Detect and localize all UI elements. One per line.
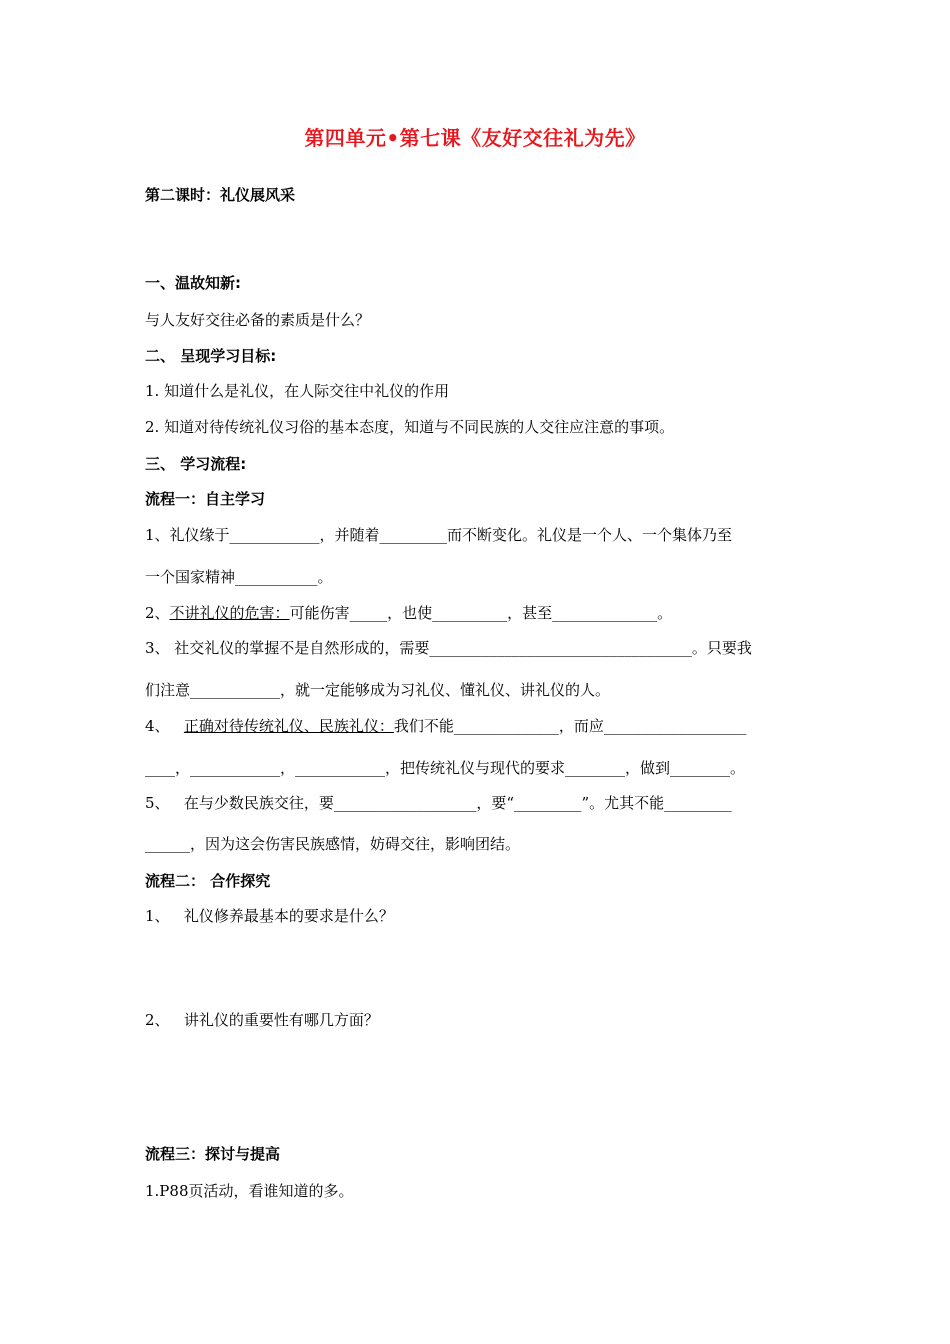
item-text: 可能伤害_____，也使__________，甚至______________。 (289, 604, 673, 622)
flow2-question-1: 1、 礼仪修养最基本的要求是什么？ (145, 907, 394, 925)
section-goals-heading: 二、 呈现学习目标: (145, 347, 277, 365)
section-review-heading: 一、温故知新: (145, 274, 241, 292)
flow2-heading: 流程二： 合作探究 (145, 872, 271, 890)
underlined-label: 不讲礼仪的危害： (169, 604, 290, 622)
document-title: 第四单元•第七课《友好交往礼为先》 (304, 126, 646, 150)
flow1-item-4-line-1 (145, 716, 746, 736)
underlined-label: 正确对待传统礼仪、民族礼仪： (183, 717, 394, 735)
flow1-item-5-line-2: ______，因为这会伤害民族感情，妨碍交往，影响团结。 (145, 835, 521, 853)
goal-item-2: 2. 知道对待传统礼仪习俗的基本态度，知道与不同民族的人交往应注意的事项。 (145, 418, 675, 436)
flow1-item-3-line-1: 3、 社交礼仪的掌握不是自然形成的，需要___________________________________。只要我 (145, 639, 752, 657)
flow2-question-2: 2、 讲礼仪的重要性有哪几方面？ (145, 1011, 379, 1029)
flow3-heading: 流程三：探讨与提高 (145, 1145, 281, 1163)
goal-item-1: 1. 知道什么是礼仪，在人际交往中礼仪的作用 (145, 382, 450, 400)
flow1-item-3-line-2: 们注意____________，就一定能够成为习礼仪、懂礼仪、讲礼仪的人。 (145, 681, 611, 699)
flow1-item-2 (145, 603, 672, 623)
item-number: 4、 (145, 717, 184, 735)
review-question: 与人友好交往必备的素质是什么？ (145, 311, 371, 329)
item-text: 我们不能______________，而应___________________ (393, 717, 747, 735)
flow1-item-5-line-1: 5、 在与少数民族交往，要___________________，要“_________”。尤其不能_________ (145, 794, 732, 812)
section-flow-heading: 三、 学习流程: (145, 455, 247, 473)
lesson-subtitle: 第二课时：礼仪展风采 (145, 186, 296, 204)
flow1-item-1-line-1: 1、礼仪缘于____________，并随着_________而不断变化。礼仪是一个人、一个集体乃至 (145, 526, 733, 544)
flow1-item-1-line-2: 一个国家精神___________。 (145, 568, 333, 586)
flow1-item-4-line-2: ____，____________，____________，把传统礼仪与现代的要求________，做到________。 (145, 759, 746, 777)
flow3-question-1: 1.P88页活动，看谁知道的多。 (145, 1182, 354, 1200)
flow1-heading: 流程一：自主学习 (145, 490, 266, 508)
item-number: 2、 (145, 604, 170, 622)
